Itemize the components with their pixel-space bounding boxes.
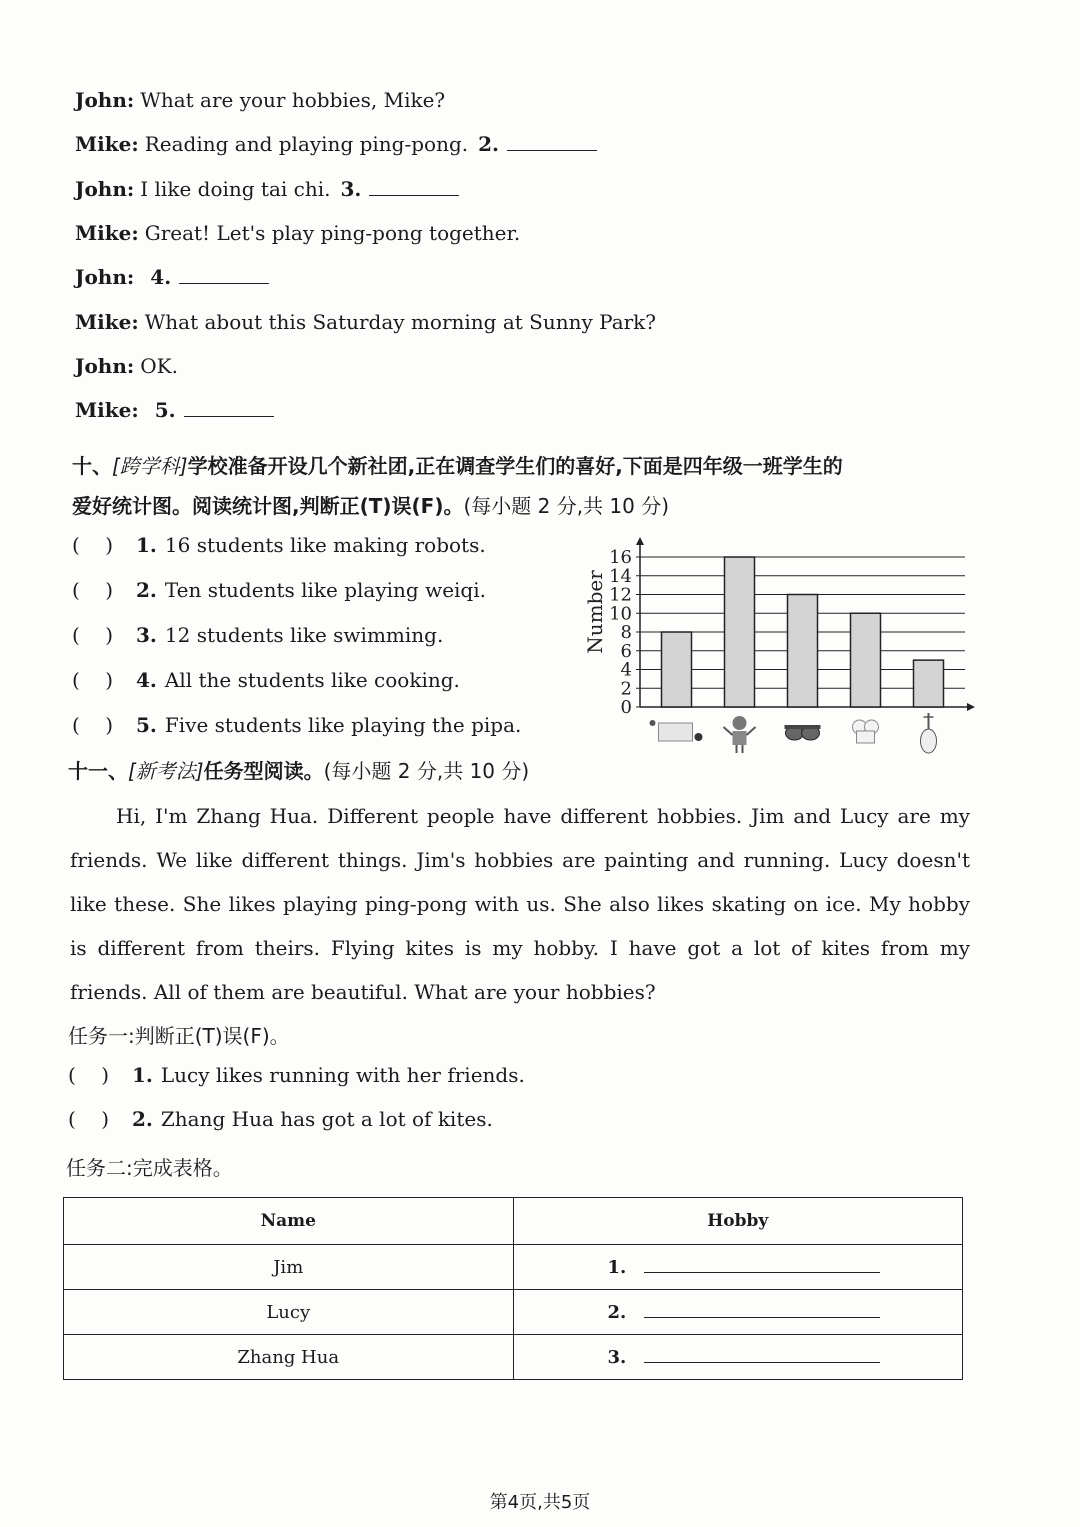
question-number: 5.: [136, 713, 157, 737]
answer-blank[interactable]: [369, 177, 459, 196]
speaker-separator: :: [131, 398, 139, 423]
section11-heading: 任务型阅读。: [203, 759, 324, 783]
dialogue-line: [75, 354, 178, 378]
question-text: Lucy likes running with her friends.: [160, 1063, 525, 1087]
table-row: [64, 1335, 963, 1380]
question-text: Ten students like playing weiqi.: [164, 578, 486, 602]
speaker: Mike: [75, 398, 132, 423]
y-tick-label: 16: [609, 547, 632, 568]
section11-score: (每小题 2 分,共 10 分): [323, 759, 530, 783]
hobby-blank-number: 3.: [607, 1347, 627, 1368]
dialogue-text: Great! Let's play ping-pong together.: [144, 220, 521, 245]
question-number: 2.: [136, 578, 157, 602]
speaker-separator: :: [126, 265, 135, 290]
table-row: [64, 1245, 963, 1290]
dialogue-line: [75, 265, 269, 289]
tf-question: [72, 623, 443, 647]
answer-parentheses[interactable]: ( ): [72, 533, 114, 557]
answer-parentheses[interactable]: ( ): [72, 668, 114, 692]
y-tick-label: 12: [609, 584, 632, 606]
dialogue-text: What about this Saturday morning at Sunny Park?: [144, 309, 657, 334]
speaker-separator: :: [131, 132, 139, 157]
speaker: John: [75, 88, 127, 112]
speaker: John: [75, 353, 127, 378]
bar-robot: [725, 557, 755, 707]
table-body: [64, 1245, 963, 1380]
speaker-separator: :: [126, 353, 135, 378]
task1-heading: 任务一:判断正(T)误(F)。: [68, 1024, 290, 1048]
y-axis-label: Number: [583, 570, 607, 654]
section11-number: 十一、: [68, 759, 128, 783]
pipa-icon: [921, 713, 937, 753]
y-tick-label: 6: [620, 640, 632, 662]
tf-question: [72, 713, 521, 737]
question-number: 3.: [136, 623, 157, 647]
section10-subtitle: [72, 490, 669, 519]
speaker: Mike: [75, 309, 132, 334]
tf-question: [72, 578, 486, 602]
dialogue-line: [75, 310, 656, 334]
robot-icon: [724, 716, 756, 753]
answer-parentheses[interactable]: ( ): [72, 713, 114, 737]
blank-number: 3.: [340, 176, 362, 201]
question-number: 2.: [132, 1107, 153, 1131]
hobby-blank-number: 2.: [607, 1302, 627, 1323]
dialogue-line: [75, 132, 597, 156]
speaker: John: [75, 265, 127, 290]
y-tick-label: 10: [609, 603, 632, 625]
dialogue-text: I like doing tai chi.: [140, 176, 331, 201]
section10-title: [72, 450, 843, 479]
hobby-answer-blank[interactable]: [644, 1256, 880, 1273]
table-cell-hobby: [513, 1335, 963, 1380]
speaker: John: [75, 176, 127, 201]
table-cell-name: Zhang Hua: [64, 1335, 514, 1380]
bar-swimming: [788, 595, 818, 708]
question-text: Zhang Hua has got a lot of kites.: [160, 1107, 493, 1131]
answer-parentheses[interactable]: ( ): [68, 1107, 110, 1131]
answer-parentheses[interactable]: ( ): [72, 578, 114, 602]
answer-blank[interactable]: [507, 132, 597, 151]
section10-score: (每小题 2 分,共 10 分): [463, 494, 670, 518]
task2-heading: 任务二:完成表格。: [66, 1156, 233, 1180]
page-footer: 第4页,共5页: [489, 1492, 591, 1513]
table-cell-name: Jim: [64, 1245, 514, 1290]
tf-question: [68, 1107, 493, 1131]
dialogue-text: Reading and playing ping-pong.: [144, 132, 469, 157]
table-cell-hobby: [513, 1290, 963, 1335]
question-number: 4.: [136, 668, 157, 692]
section11-title: [68, 755, 529, 784]
blank-number: 5.: [154, 398, 176, 423]
question-number: 1.: [136, 533, 157, 557]
speaker-separator: :: [126, 88, 135, 112]
speaker-separator: :: [126, 176, 135, 201]
y-tick-label: 8: [620, 622, 632, 643]
y-tick-label: 14: [609, 565, 632, 587]
bar-cooking: [851, 613, 881, 707]
question-text: All the students like cooking.: [164, 668, 460, 692]
tf-question: [72, 668, 460, 692]
dialogue-text: OK.: [140, 353, 178, 378]
table-header-hobby: Hobby: [513, 1198, 963, 1245]
section10-tag: [跨学科]: [112, 454, 188, 478]
bar-weiqi: [662, 632, 692, 707]
question-text: 16 students like making robots.: [164, 533, 486, 557]
answer-blank[interactable]: [179, 265, 269, 284]
hobby-table: [63, 1197, 963, 1380]
table-cell-name: Lucy: [64, 1290, 514, 1335]
speaker-separator: :: [131, 309, 139, 334]
dialogue-line: [75, 177, 459, 201]
weiqi-icon: [650, 720, 703, 741]
speaker: Mike: [75, 220, 132, 245]
speaker: Mike: [75, 132, 132, 157]
question-text: 12 students like swimming.: [164, 623, 444, 647]
blank-number: 4.: [150, 265, 172, 290]
y-axis-arrow: [636, 537, 644, 545]
dialogue-line: [75, 398, 274, 422]
tf-question: [68, 1063, 525, 1087]
dialogue-line: [75, 88, 445, 112]
y-tick-label: 4: [620, 659, 632, 681]
section10-line1: 学校准备开设几个新社团,正在调查学生们的喜好,下面是四年级一班学生的: [187, 454, 843, 478]
hobby-answer-blank[interactable]: [644, 1346, 880, 1363]
section10-line2: 爱好统计图。阅读统计图,判断正(T)误(F)。: [72, 494, 464, 518]
question-number: 1.: [132, 1063, 153, 1087]
table-header-name: Name: [64, 1198, 514, 1245]
y-tick-label: 0: [620, 697, 632, 718]
x-axis-arrow: [967, 703, 975, 711]
hobby-blank-number: 1.: [607, 1257, 627, 1278]
section11-tag: [新考法]: [128, 759, 204, 783]
answer-parentheses[interactable]: ( ): [68, 1063, 110, 1087]
reading-passage: Hi, I'm Zhang Hua. Different people have different hobbies. Jim and Lucy are my friends. We like different things. Jim's hobbies are painting and running. Lucy doesn't like these. She likes playing ping-pong with us. She also likes skating on ice. My hobby is different from theirs. Flying kites is my hobby. I have got a lot of kites from my friends. All of them are beautiful. What are your hobbies?: [70, 804, 970, 1004]
hobby-answer-blank[interactable]: [644, 1301, 880, 1318]
cooking-icon: [853, 720, 879, 743]
answer-blank[interactable]: [184, 398, 274, 417]
question-text: Five students like playing the pipa.: [164, 713, 522, 737]
y-tick-label: 2: [620, 678, 632, 700]
speaker-separator: :: [131, 220, 139, 245]
blank-number: 2.: [478, 132, 500, 157]
dialogue-text: What are your hobbies, Mike?: [140, 88, 446, 112]
table-row: [64, 1290, 963, 1335]
tf-question: [72, 533, 486, 557]
hobby-bar-chart: [580, 535, 980, 765]
bar-pipa: [914, 660, 944, 707]
answer-parentheses[interactable]: ( ): [72, 623, 114, 647]
swimming-icon: [785, 725, 821, 740]
table-cell-hobby: [513, 1245, 963, 1290]
section10-number: 十、: [72, 454, 112, 478]
dialogue-line: [75, 221, 520, 245]
